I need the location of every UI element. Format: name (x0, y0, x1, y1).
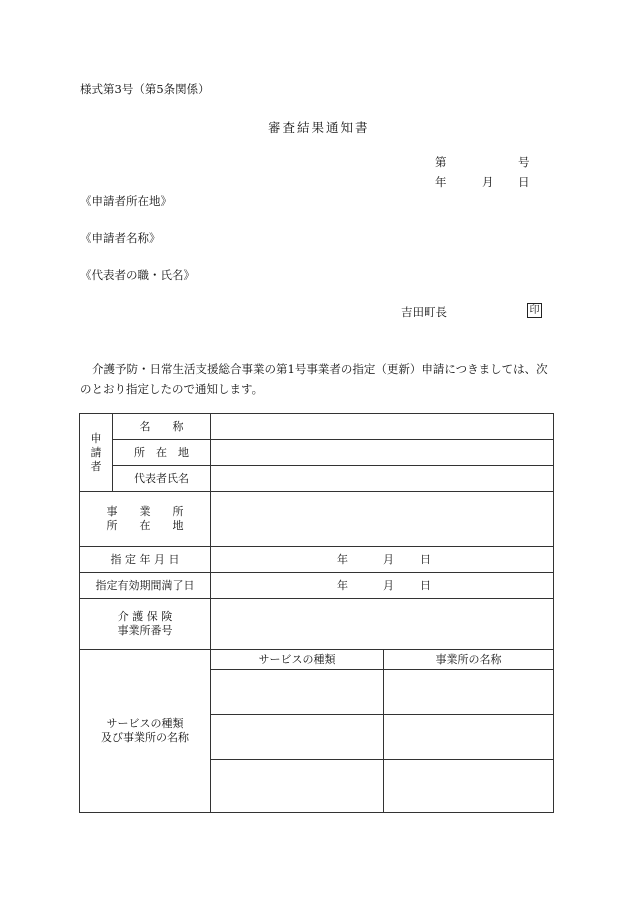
expiry-year-label: 年 (337, 578, 348, 592)
notice-body (80, 359, 556, 399)
addressee-representative: 《代表者の職・氏名》 (80, 268, 195, 282)
row-expiry-date (80, 573, 554, 599)
expiry-day-label: 日 (420, 578, 431, 592)
number-suffix: 号 (518, 155, 530, 169)
designation-day-label: 日 (420, 552, 431, 566)
expiry-month-label: 月 (383, 578, 394, 592)
insurance-number-field[interactable] (211, 599, 554, 650)
insurance-number-label: 介 護 保 険 事業所番号 (80, 599, 211, 650)
form-label: 様式第3号（第5条関係） (80, 82, 210, 96)
applicant-name-label: 名 称 (113, 414, 211, 440)
representative-field[interactable] (211, 466, 554, 492)
row-applicant-location (80, 440, 554, 466)
designation-date-field[interactable] (211, 547, 554, 573)
addressee-name: 《申請者名称》 (80, 231, 161, 245)
issue-month-label: 月 (482, 175, 494, 189)
row-applicant-name (80, 414, 554, 440)
service-type-cell[interactable] (211, 670, 384, 715)
expiry-date-field[interactable] (211, 573, 554, 599)
service-type-cell[interactable] (211, 760, 384, 813)
applicant-location-label: 所 在 地 (113, 440, 211, 466)
document-title: 審査結果通知書 (268, 120, 370, 135)
row-office-location (80, 492, 554, 547)
body-line-1: 介護予防・日常生活支援総合事業の第1号事業者の指定（更新）申請につきましては、次 (92, 362, 548, 376)
row-insurance-number (80, 599, 554, 650)
representative-label: 代表者氏名 (113, 466, 211, 492)
issue-day-label: 日 (518, 175, 530, 189)
designation-year-label: 年 (337, 552, 348, 566)
office-name-cell[interactable] (384, 670, 554, 715)
row-designation-date (80, 547, 554, 573)
applicant-name-field[interactable] (211, 414, 554, 440)
issue-year-label: 年 (435, 175, 447, 189)
office-name-column-header: 事業所の名称 (384, 650, 554, 670)
office-name-cell[interactable] (384, 715, 554, 760)
office-location-label: 事 業 所 所 在 地 (80, 492, 211, 547)
service-type-cell[interactable] (211, 715, 384, 760)
number-prefix: 第 (435, 155, 447, 169)
applicant-location-field[interactable] (211, 440, 554, 466)
office-name-cell[interactable] (384, 760, 554, 813)
office-location-field[interactable] (211, 492, 554, 547)
row-representative (80, 466, 554, 492)
official-seal-mark: 印 (527, 303, 542, 318)
service-type-column-header: サービスの種類 (211, 650, 384, 670)
designation-date-label: 指 定 年 月 日 (80, 547, 211, 573)
body-line-2: のとおり指定したので通知します。 (80, 382, 264, 396)
expiry-date-label: 指定有効期間満了日 (80, 573, 211, 599)
row-services-header (80, 650, 554, 670)
result-table (79, 413, 554, 813)
designation-month-label: 月 (383, 552, 394, 566)
applicant-label: 申 請 者 (80, 414, 113, 492)
issuer-name: 吉田町長 (401, 305, 447, 319)
addressee-location: 《申請者所在地》 (80, 194, 172, 208)
services-label: サービスの種類 及び事業所の名称 (80, 650, 211, 813)
